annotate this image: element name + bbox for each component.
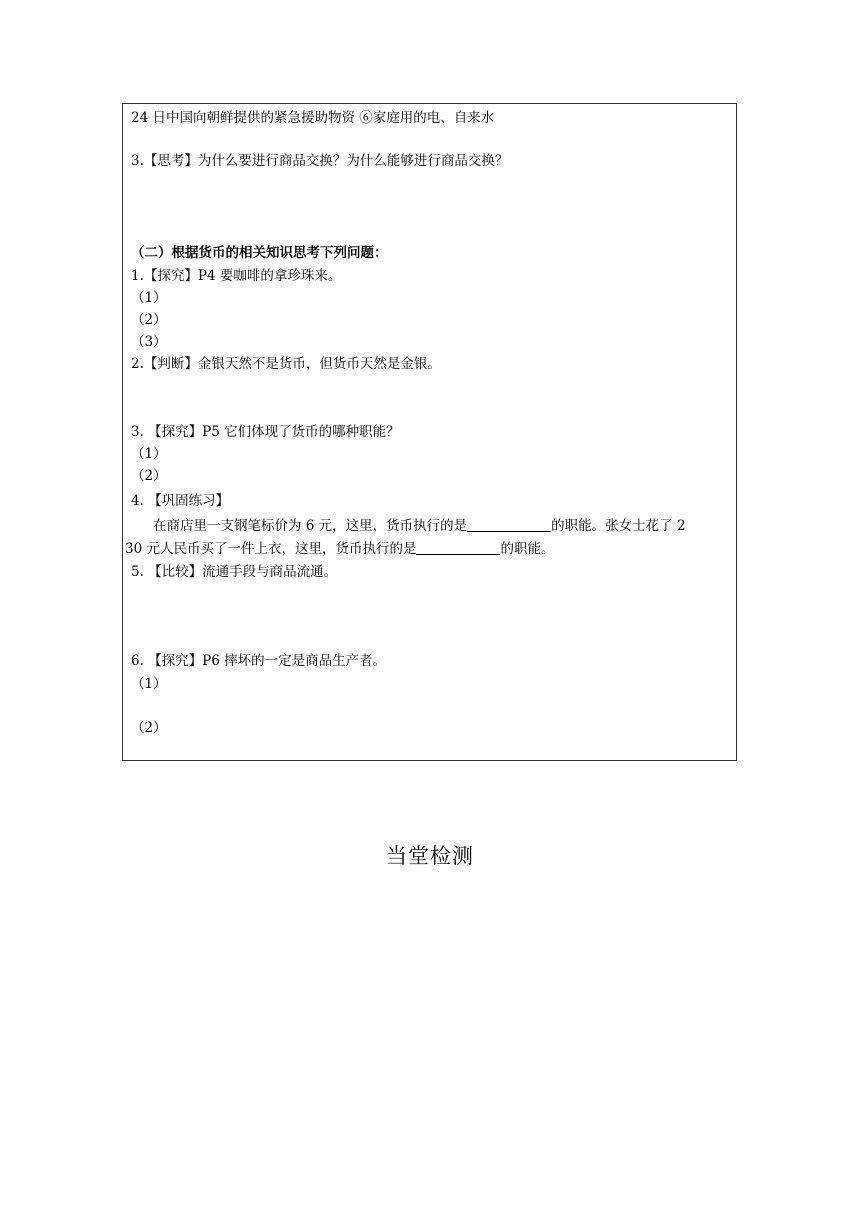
practice-text-part: 的职能。 <box>500 541 555 557</box>
answer-slot-2: （2） <box>131 312 167 328</box>
fill-in-blank[interactable] <box>467 517 551 532</box>
practice-text-line-1 <box>153 517 686 535</box>
question-explore-currency-functions: 3. 【探究】P5 它们体现了货币的哪种职能？ <box>131 424 400 440</box>
question-explore-coffee: 1.【探究】P4 要咖啡的拿珍珠来。 <box>131 268 342 284</box>
answer-slot-2: （2） <box>131 468 167 484</box>
question-explore-producer: 6. 【探究】P6 摔坏的一定是商品生产者。 <box>131 653 387 669</box>
answer-slot-1: （1） <box>131 446 167 462</box>
answer-slot-1: （1） <box>131 676 167 692</box>
practice-text-part: 的职能。张女士花了 2 <box>551 518 686 534</box>
question-think-exchange: 3.【思考】为什么要进行商品交换？为什么能够进行商品交换？ <box>131 153 509 169</box>
question-practice: 4. 【巩固练习】 <box>131 493 230 509</box>
practice-text-line-2 <box>125 540 554 558</box>
answer-slot-2: （2） <box>131 720 167 736</box>
worksheet-line-aid-items: 24 日中国向朝鲜提供的紧急援助物资 ⑥家庭用的电、自来水 <box>131 110 495 126</box>
answer-slot-3: （3） <box>131 334 167 350</box>
question-compare-circulation: 5. 【比较】流通手段与商品流通。 <box>131 564 338 580</box>
practice-text-part: 在商店里一支钢笔标价为 6 元，这里，货币执行的是 <box>153 518 468 534</box>
section-heading-currency: （二）根据货币的相关知识思考下列问题： <box>131 245 388 261</box>
question-judge-gold-silver: 2.【判断】金银天然不是货币，但货币天然是金银。 <box>131 356 441 372</box>
fill-in-blank[interactable] <box>416 540 500 555</box>
answer-slot-1: （1） <box>131 290 167 306</box>
section-title-class-test: 当堂检测 <box>386 844 474 868</box>
worksheet-box <box>122 103 737 761</box>
practice-text-part: 30 元人民币买了一件上衣，这里，货币执行的是 <box>125 541 417 557</box>
